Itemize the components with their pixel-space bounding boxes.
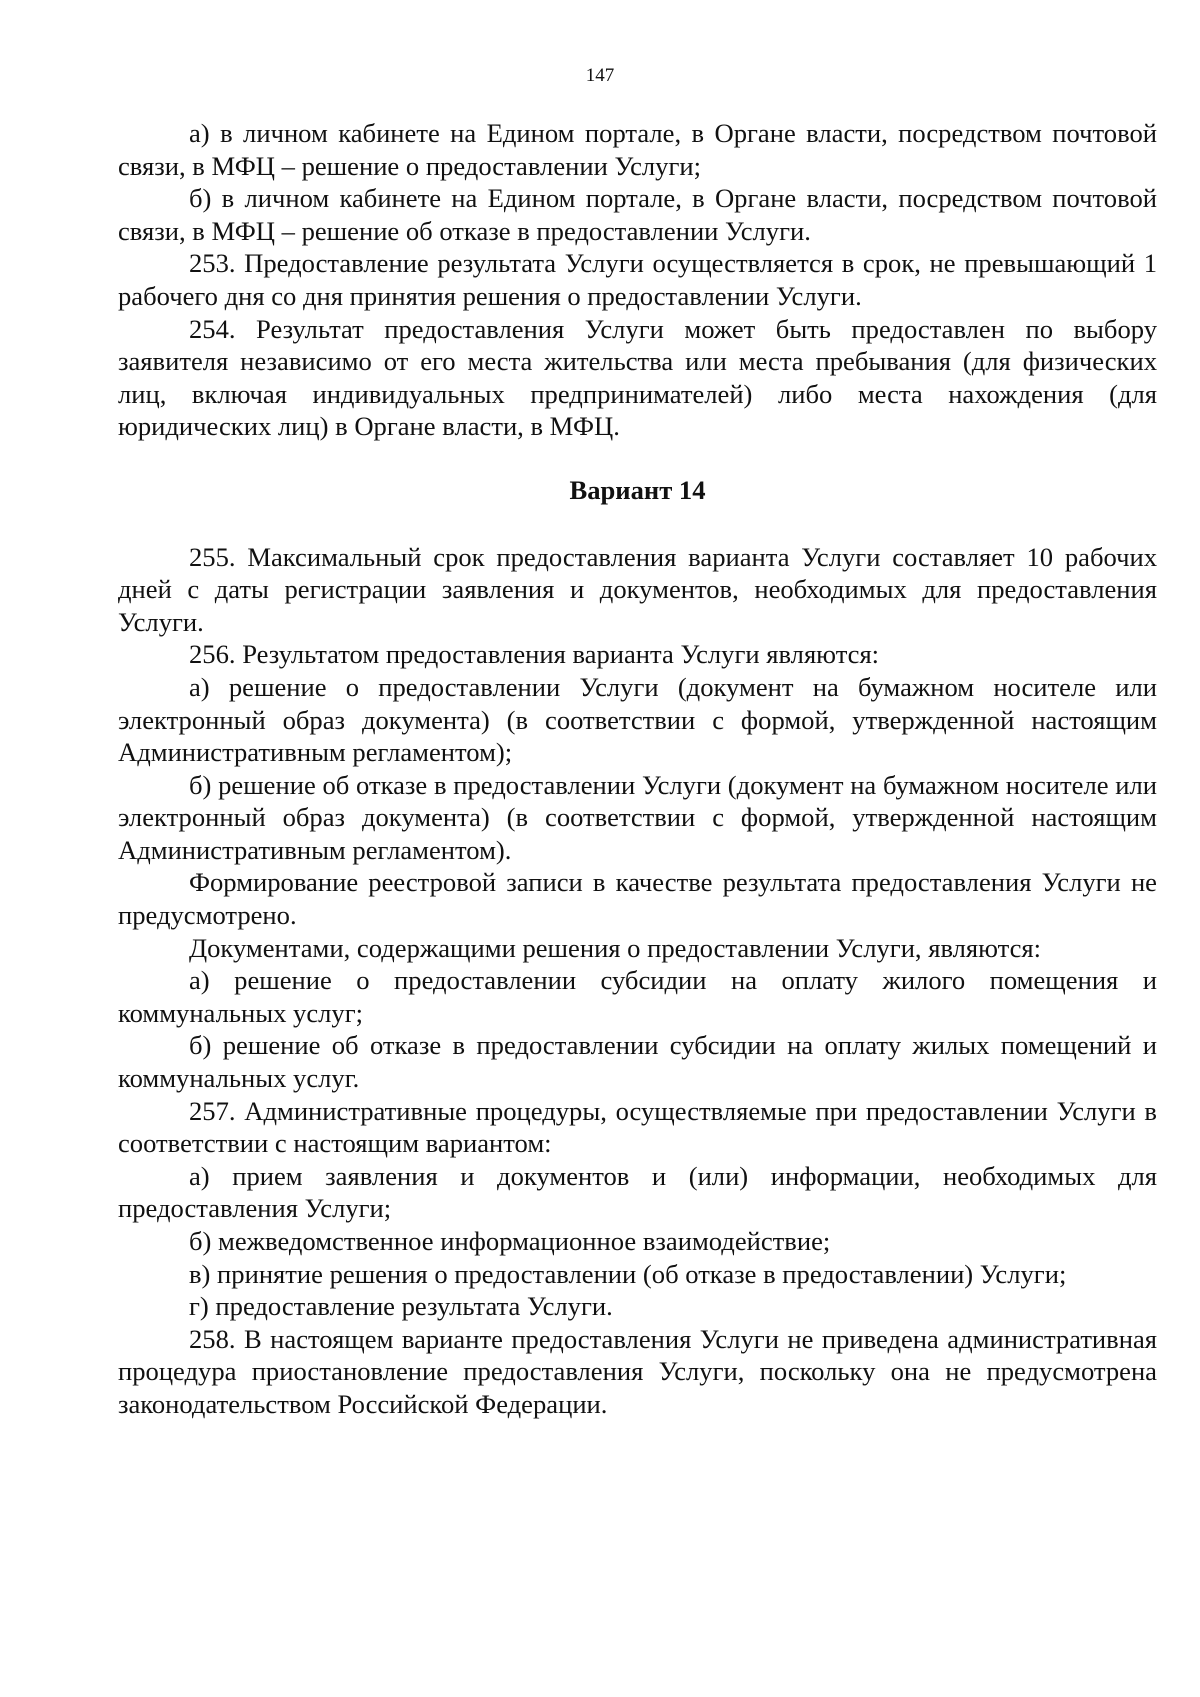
paragraph-258: 258. В настоящем варианте предоставления Услуги не приведена административная процедура приостановление предоставления Услуги, поскольку она не предусмотрена законодательством Российской Федерации. bbox=[118, 1323, 1157, 1419]
paragraph-257-item-a: а) прием заявления и документов и (или) информации, необходимых для предоставления Услуги; bbox=[118, 1160, 1157, 1224]
paragraph-registry-record: Формирование реестровой записи в качестве результата предоставления Услуги не предусмотрено. bbox=[118, 867, 1157, 931]
paragraph-256-item-a: а) решение о предоставлении Услуги (документ на бумажном носителе или электронный образ документа) (в соответствии с формой, утвержденной настоящим Административным регламентом); bbox=[118, 671, 1157, 768]
paragraph-255: 255. Максимальный срок предоставления варианта Услуги составляет 10 рабочих дней с даты регистрации заявления и документов, необходимых для предоставления Услуги. bbox=[118, 541, 1157, 637]
paragraph-item-b-result-refused: б) в личном кабинете на Едином портале, в Органе власти, посредством почтовой связи, в МФЦ – решение об отказе в предоставлении Услуги. bbox=[118, 183, 1157, 246]
paragraph-254: 254. Результат предоставления Услуги может быть предоставлен по выбору заявителя независимо от его места жительства или места пребывания (для физических лиц, включая индивидуальных предпринимателей) либо места нахождения (для юридических лиц) в Органе власти, в МФЦ. bbox=[118, 313, 1157, 442]
paragraph-257: 257. Административные процедуры, осуществляемые при предоставлении Услуги в соответствии с настоящим вариантом: bbox=[118, 1095, 1157, 1159]
paragraph-257-item-b: б) межведомственное информационное взаимодействие; bbox=[189, 1226, 831, 1256]
document-body bbox=[118, 117, 1157, 1421]
paragraph-item-a-result-granted: а) в личном кабинете на Едином портале, в Органе власти, посредством почтовой связи, в МФЦ – решение о предоставлении Услуги; bbox=[118, 118, 1157, 181]
paragraph-256: 256. Результатом предоставления варианта Услуги являются: bbox=[189, 639, 880, 670]
page-number: 147 bbox=[585, 65, 615, 86]
paragraph-256-item-b: б) решение об отказе в предоставлении Услуги (документ на бумажном носителе или электронный образ документа) (в соответствии с формой, утвержденной настоящим Административным регламентом). bbox=[118, 769, 1157, 865]
paragraph-decision-documents: Документами, содержащими решения о предоставлении Услуги, являются: bbox=[189, 932, 1042, 963]
paragraph-257-item-v: в) принятие решения о предоставлении (об отказе в предоставлении) Услуги; bbox=[189, 1258, 1067, 1289]
paragraph-253: 253. Предоставление результата Услуги осуществляется в срок, не превышающий 1 рабочего дня со дня принятия решения о предоставлении Услуги. bbox=[118, 248, 1157, 311]
paragraph-decision-item-b: б) решение об отказе в предоставлении субсидии на оплату жилых помещений и коммунальных услуг. bbox=[118, 1030, 1157, 1094]
paragraph-257-item-g: г) предоставление результата Услуги. bbox=[189, 1291, 613, 1322]
paragraph-decision-item-a: а) решение о предоставлении субсидии на оплату жилого помещения и коммунальных услуг; bbox=[118, 965, 1157, 1028]
section-heading-variant-14: Вариант 14 bbox=[569, 474, 706, 505]
